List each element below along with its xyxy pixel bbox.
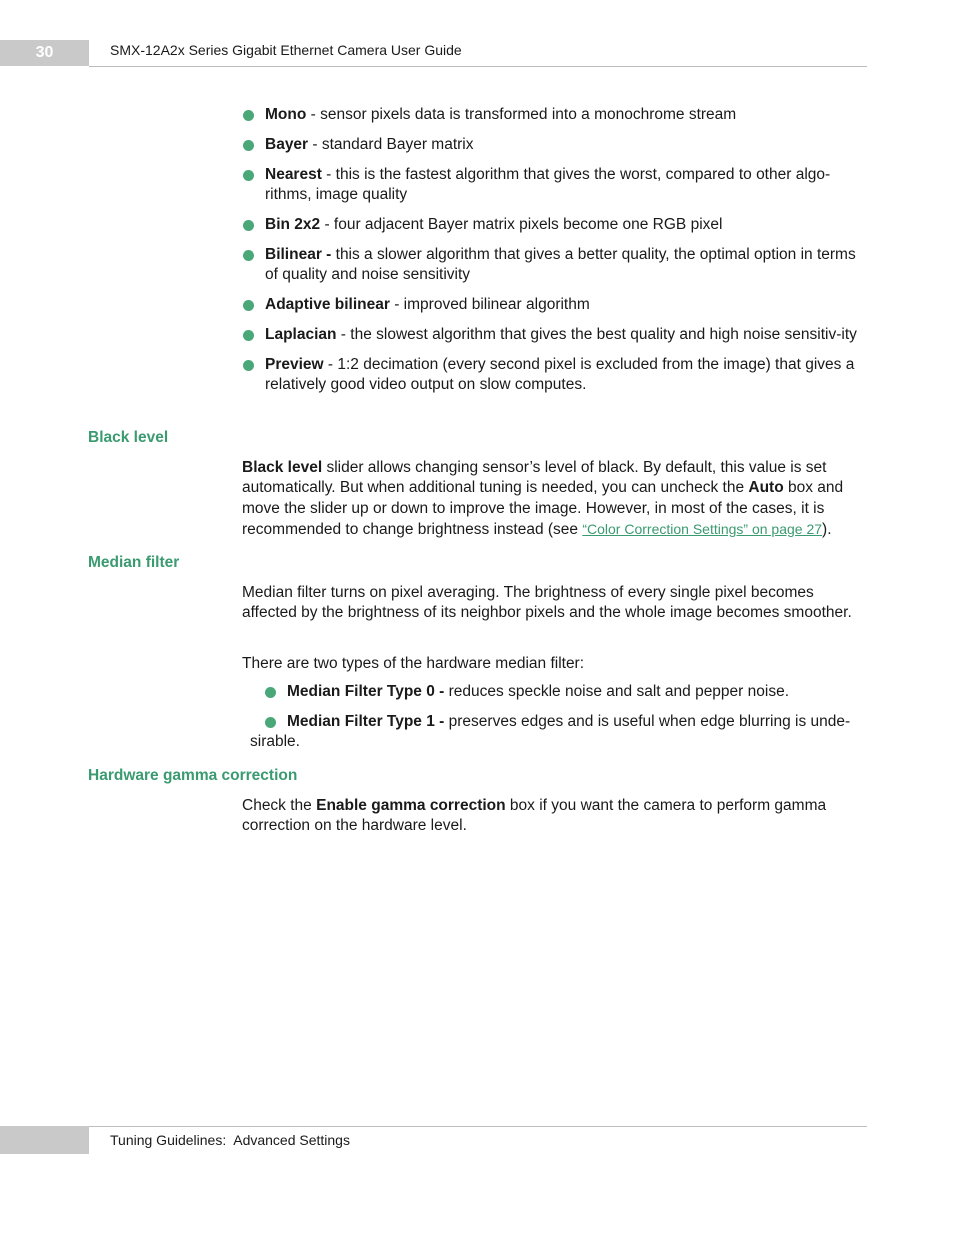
bullet-dot-icon <box>243 110 254 121</box>
auto-term: Auto <box>748 479 784 497</box>
section-heading-median-filter: Median filter <box>88 554 180 571</box>
format-bullet-list <box>242 105 867 405</box>
bullet-term: Mono <box>265 106 307 123</box>
gamma-paragraph <box>242 796 867 837</box>
black-level-term: Black level <box>242 459 323 476</box>
bullet-dot-icon <box>243 220 254 231</box>
section-heading-gamma: Hardware gamma correction <box>88 767 298 784</box>
list-item <box>242 295 867 315</box>
bullet-dot-icon <box>243 360 254 371</box>
bullet-text: - sensor pixels data is transformed into a monochrome stream <box>306 106 737 123</box>
list-item <box>242 325 867 345</box>
bullet-dot-icon <box>265 687 276 698</box>
section-heading-black-level: Black level <box>88 429 169 446</box>
list-item <box>242 135 867 155</box>
bullet-dot-icon <box>265 717 276 728</box>
list-item <box>242 105 867 125</box>
document-title: SMX-12A2x Series Gigabit Ethernet Camera User Guide <box>110 42 462 58</box>
median-filter-type-list <box>250 682 867 762</box>
bullet-term: Bayer <box>265 136 309 153</box>
bullet-text: - standard Bayer matrix <box>308 136 474 153</box>
page-number: 30 <box>35 44 54 61</box>
bullet-term: Bin 2x2 <box>265 216 321 233</box>
bullet-text: - four adjacent Bayer matrix pixels become one RGB pixel <box>320 216 723 233</box>
enable-gamma-term: Enable gamma correction <box>316 797 506 814</box>
black-level-text-2: box and move the slider up or down to improve the image. However, in most of the cases, it is recommended to change brightness instead (see <box>242 479 844 538</box>
list-item <box>242 165 867 205</box>
bullet-dot-icon <box>243 300 254 311</box>
black-level-text-3: ). <box>822 520 832 538</box>
list-item <box>250 712 867 752</box>
filter-type-term: Median Filter Type 0 - <box>287 683 445 700</box>
filter-type-text-wrap: sirable. <box>250 733 300 750</box>
filter-type-text: reduces speckle noise and salt and pepper noise. <box>444 683 789 700</box>
bullet-term: Bilinear - <box>265 246 332 263</box>
gamma-text-2: box if you want the camera to perform gamma correction on the hardware level. <box>242 797 827 835</box>
list-item <box>264 682 867 702</box>
footer-section-title: Tuning Guidelines: Advanced Settings <box>110 1132 350 1148</box>
bullet-text: - the slowest algorithm that gives the best quality and high noise sensitiv-ity <box>336 326 857 343</box>
filter-type-text: preserves edges and is useful when edge blurring is unde- <box>444 713 851 730</box>
list-item <box>242 245 867 285</box>
footer-rule <box>89 1126 867 1127</box>
bullet-term: Laplacian <box>265 326 337 343</box>
median-filter-paragraph: Median filter turns on pixel averaging. The brightness of every single pixel becomes affected by the brightness of its neighbor pixels and the whole image becomes smoother. <box>242 584 852 622</box>
filter-type-term: Median Filter Type 1 - <box>287 713 445 730</box>
bullet-text: - 1:2 decimation (every second pixel is excluded from the image) that gives a relatively good video output on slow computes. <box>265 356 855 393</box>
bullet-term: Preview <box>265 356 324 373</box>
black-level-text-1: slider allows changing sensor’s level of black. By default, this value is set automatically. But when additional tuning is needed, you can uncheck the <box>242 459 827 497</box>
bullet-dot-icon <box>243 140 254 151</box>
bullet-term: Nearest <box>265 166 322 183</box>
list-item <box>242 215 867 235</box>
bullet-term: Adaptive bilinear <box>265 296 390 313</box>
color-correction-link[interactable]: “Color Correction Settings” on page 27 <box>582 520 823 537</box>
list-item <box>242 355 867 395</box>
footer-box <box>0 1126 89 1154</box>
bullet-dot-icon <box>243 330 254 341</box>
median-filter-intro: There are two types of the hardware median filter: <box>242 655 585 672</box>
bullet-text: - this is the fastest algorithm that gives the worst, compared to other algo-rithms, image quality <box>265 166 831 203</box>
header-rule <box>89 66 867 67</box>
bullet-dot-icon <box>243 250 254 261</box>
bullet-text: - improved bilinear algorithm <box>389 296 590 313</box>
bullet-dot-icon <box>243 170 254 181</box>
gamma-text-1: Check the <box>242 797 317 814</box>
bullet-text: this a slower algorithm that gives a better quality, the optimal option in terms of quality and noise sensitivity <box>265 246 856 283</box>
black-level-paragraph <box>242 458 867 540</box>
